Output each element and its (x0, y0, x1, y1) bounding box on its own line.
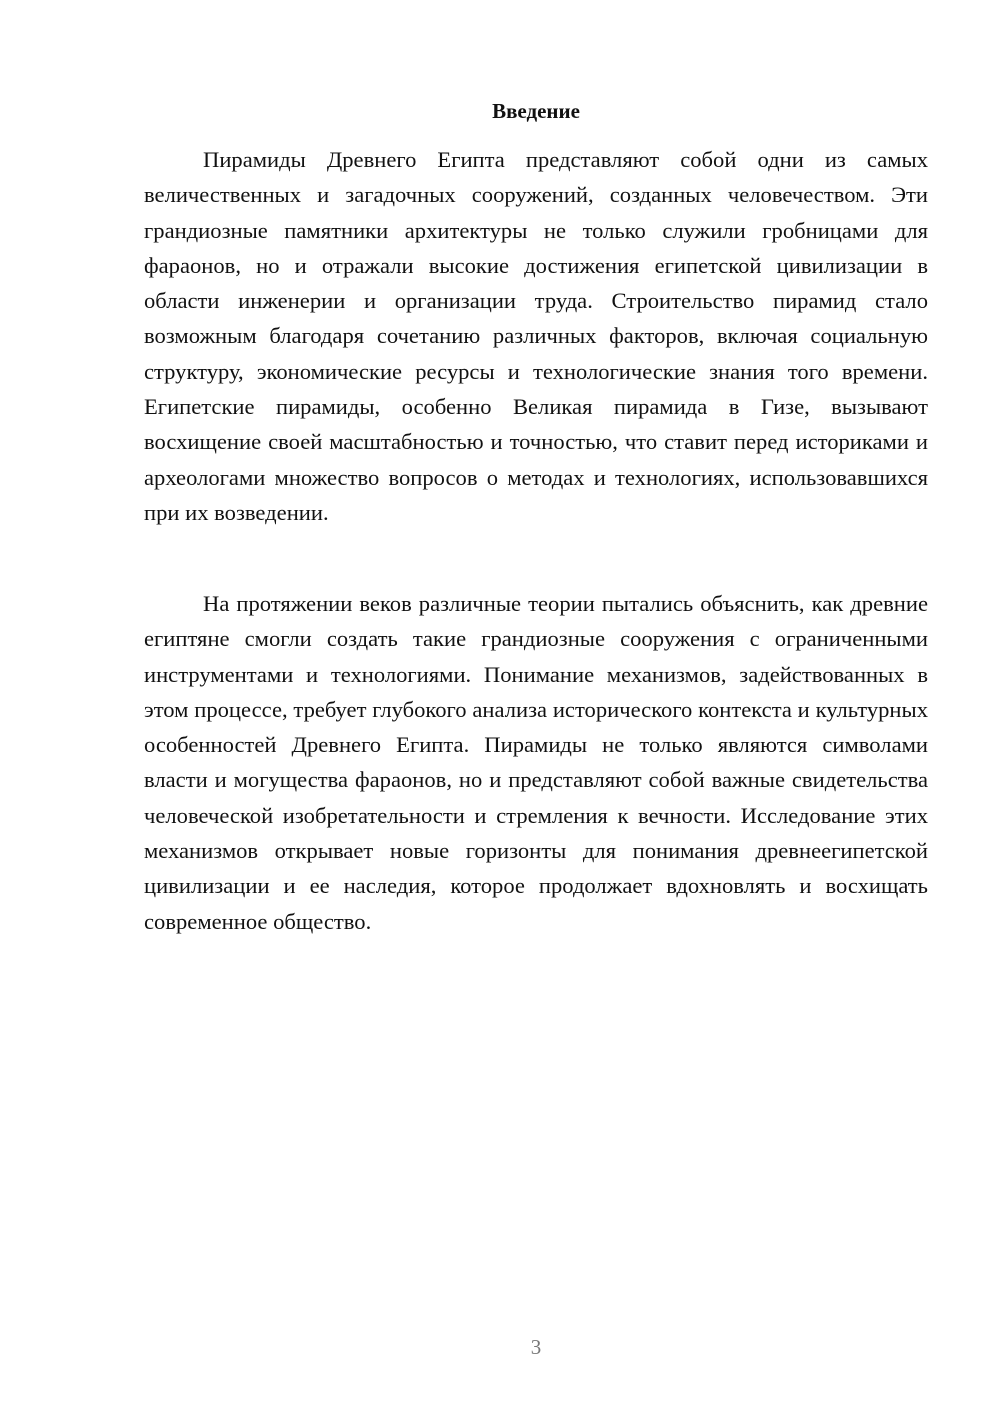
paragraph: На протяжении веков различные теории пытались объяснить, как древние египтяне смогли создать такие грандиозные сооружения с ограниченными инструментами и технологиями. Понимание механизмов, задействованных в этом процессе, требует глубокого анализа исторического контекста и культурных особенностей Древнего Египта. Пирамиды не только являются символами власти и могущества фараонов, но и представляют собой важные свидетельства человеческой изобретательности и стремления к вечности. Исследование этих механизмов открывает новые горизонты для понимания древнеегипетской цивилизации и ее наследия, которое продолжает вдохновлять и восхищать современное общество. (144, 591, 928, 934)
paragraph: Пирамиды Древнего Египта представляют собой одни из самых величественных и загадочных сооружений, созданных человечеством. Эти грандиозные памятники архитектуры не только служили гробницами для фараонов, но и отражали высокие достижения египетской цивилизации в области инженерии и организации труда. Строительство пирамид стало возможным благодаря сочетанию различных факторов, включая социальную структуру, экономические ресурсы и технологические знания того времени. Египетские пирамиды, особенно Великая пирамида в Гизе, вызывают восхищение своей масштабностью и точностью, что ставит перед историками и археологами множество вопросов о методах и технологиях, использовавшихся при их возведении. (144, 147, 928, 525)
page-number: 3 (530, 1335, 542, 1359)
section-heading: Введение (492, 99, 580, 123)
